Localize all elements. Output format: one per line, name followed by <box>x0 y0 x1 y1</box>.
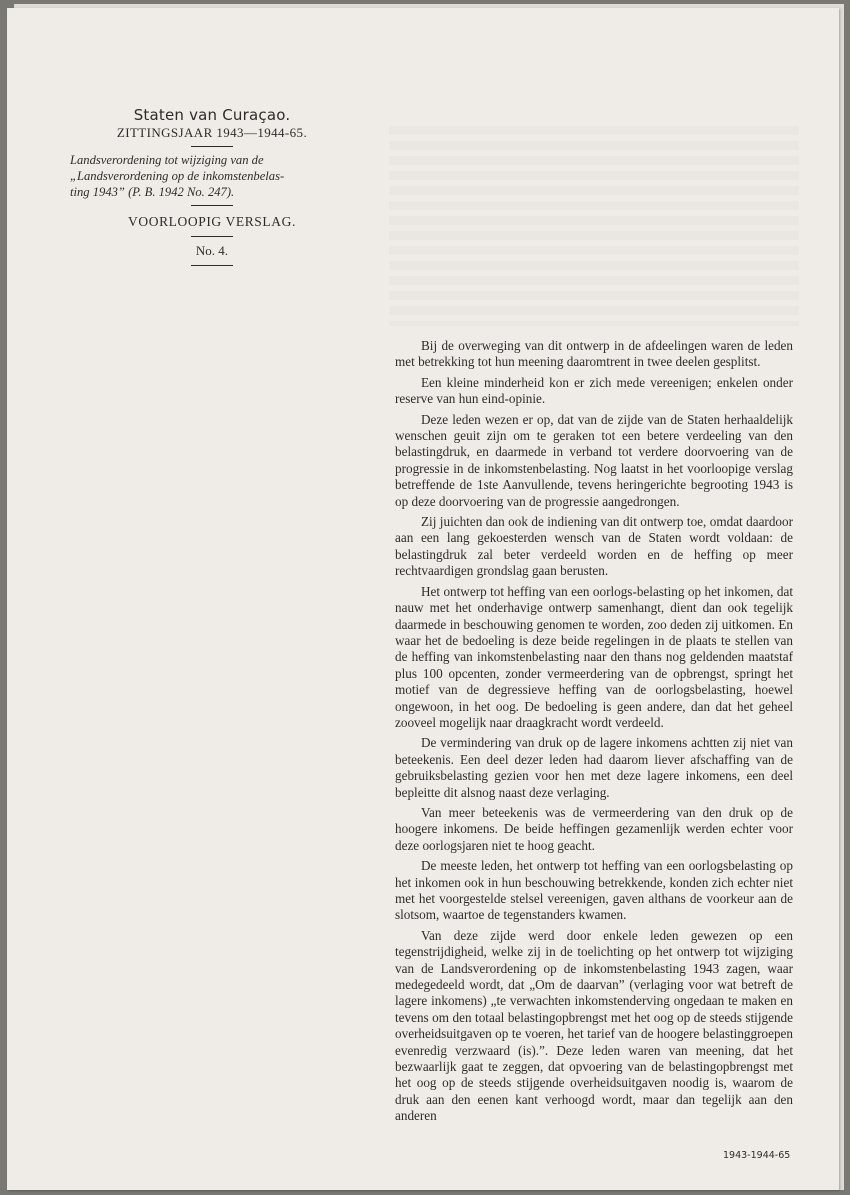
body-paragraph: Een kleine minderheid kon er zich mede vereenigen; enkelen onder reserve van hun eind-opinie. <box>395 374 793 407</box>
body-paragraph: Zij juichten dan ook de indiening van dit ontwerp toe, omdat daardoor aan een lang gekoesterden wensch van de Staten wordt voldaan: de belastingdruk zal beter verdeeld worden en de heffing op meer rechtvaardigen grondslag gaan berusten. <box>395 514 793 579</box>
footer-code: 1943-1944-65 <box>723 1150 791 1161</box>
body-paragraph: Van deze zijde werd door enkele leden gewezen op een tegenstrijdigheid, welke zij in de toelichting op het ontwerp tot wijziging van de Landsverordening op de inkomstenbelasting 1943 zagen, waar medegedeeld wordt, dat „Om de daarvan” (verlaging voor wat betreft de lagere inkomens) „te verwachten inkomstenderving ongedaan te maken en tevens om den totaal belastingopbrengst met het oog op de steeds stijgende overheidsuitgaven op te voeren, het tarief van de hoogere belastinggroepen evenredig verzwaard (is).”. Deze leden waren van meening, dat het bezwaarlijk gaat te zeggen, dat opvoering van de belastingopbrengst met het oog op de steeds stijgende overheidsuitgaven noodig is, waarom de druk aan den eenen kant verhoogd wordt, maar dan tegelijk aan den anderen <box>395 927 793 1124</box>
divider <box>191 146 233 147</box>
document-page <box>7 8 839 1190</box>
body-paragraph: De vermindering van druk op de lagere inkomens achtten zij niet van beteekenis. Een deel dezer leden had daarom liever afschaffing van de gebruiksbelasting gezien voor hen met deze lagere inkomens, een deel bepleitte dit alsnog naast deze verlaging. <box>395 735 793 800</box>
body-paragraph: Het ontwerp tot heffing van een oorlogs-belasting op het inkomen, dat nauw met het onderhavige ontwerp samenhangt, dient dan ook tegelijk daarmede in beschouwing genomen te worden, zoo deden zij uitkomen. En waar het de bedoeling is deze beide regelingen in de plaats te stellen van de heffing van inkomstenbelasting naar den thans nog geldenden maatstaf plus 100 opcenten, zonder vermeerdering van de opbrengst, springt het motief van de degressieve heffing van de oorlogsbelasting, hoewel ongewoon, in het oog. De bedoeling is geen andere, dan dat het geheel zooveel mogelijk naar draagkracht wordt verdeeld. <box>395 583 793 730</box>
body-paragraph: Van meer beteekenis was de vermeerdering van den druk op de hoogere inkomens. De beide heffingen gezamenlijk werden echter voor deze oorlogsjaren niet te hoog geacht. <box>395 804 793 853</box>
document-header <box>62 106 362 271</box>
assembly-name: Staten van Curaçao. <box>133 106 291 124</box>
subject-line: Landsverordening tot wijziging van de <box>70 153 264 167</box>
divider <box>191 205 233 206</box>
body-paragraph: Bij de overweging van dit ontwerp in de afdeelingen waren de leden met betrekking tot hun meening daaromtrent in twee deelen gesplitst. <box>395 338 793 370</box>
divider <box>191 265 233 266</box>
session-year: ZITTINGSJAAR 1943—1944-65. <box>116 125 308 140</box>
subject-line: ting 1943” (P. B. 1942 No. 247). <box>70 185 235 199</box>
report-title: VOORLOOPIG VERSLAG. <box>128 214 296 229</box>
body-paragraph: De meeste leden, het ontwerp tot heffing van een oorlogsbelasting op het inkomen ook in hun beschouwing betrekkende, konden zich echter niet met het voorgestelde stelsel vereenigen, gaven althans de voorkeur aan de slotsom, waartoe de tegenstanders kwamen. <box>395 858 793 923</box>
subject-line: „Landsverordening op de inkomstenbelas- <box>70 169 285 183</box>
body-paragraph: Deze leden wezen er op, dat van de zijde van de Staten herhaaldelijk wenschen geuit zijn om te geraken tot een betere verdeeling van den belastingdruk, en daarmede in verband tot verdere doorvoering van de progressie in de inkomstenbelasting. Nog laatst in het voorloopige verslag betreffende de 1ste Aanvullende, tevens heringerichte begrooting 1943 is op deze doorvoering van de progressie aangedrongen. <box>395 411 793 509</box>
document-number: No. 4. <box>195 243 229 258</box>
show-through-text <box>389 126 799 326</box>
ordinance-subject <box>62 152 362 200</box>
divider <box>191 236 233 237</box>
report-body <box>395 338 793 1129</box>
